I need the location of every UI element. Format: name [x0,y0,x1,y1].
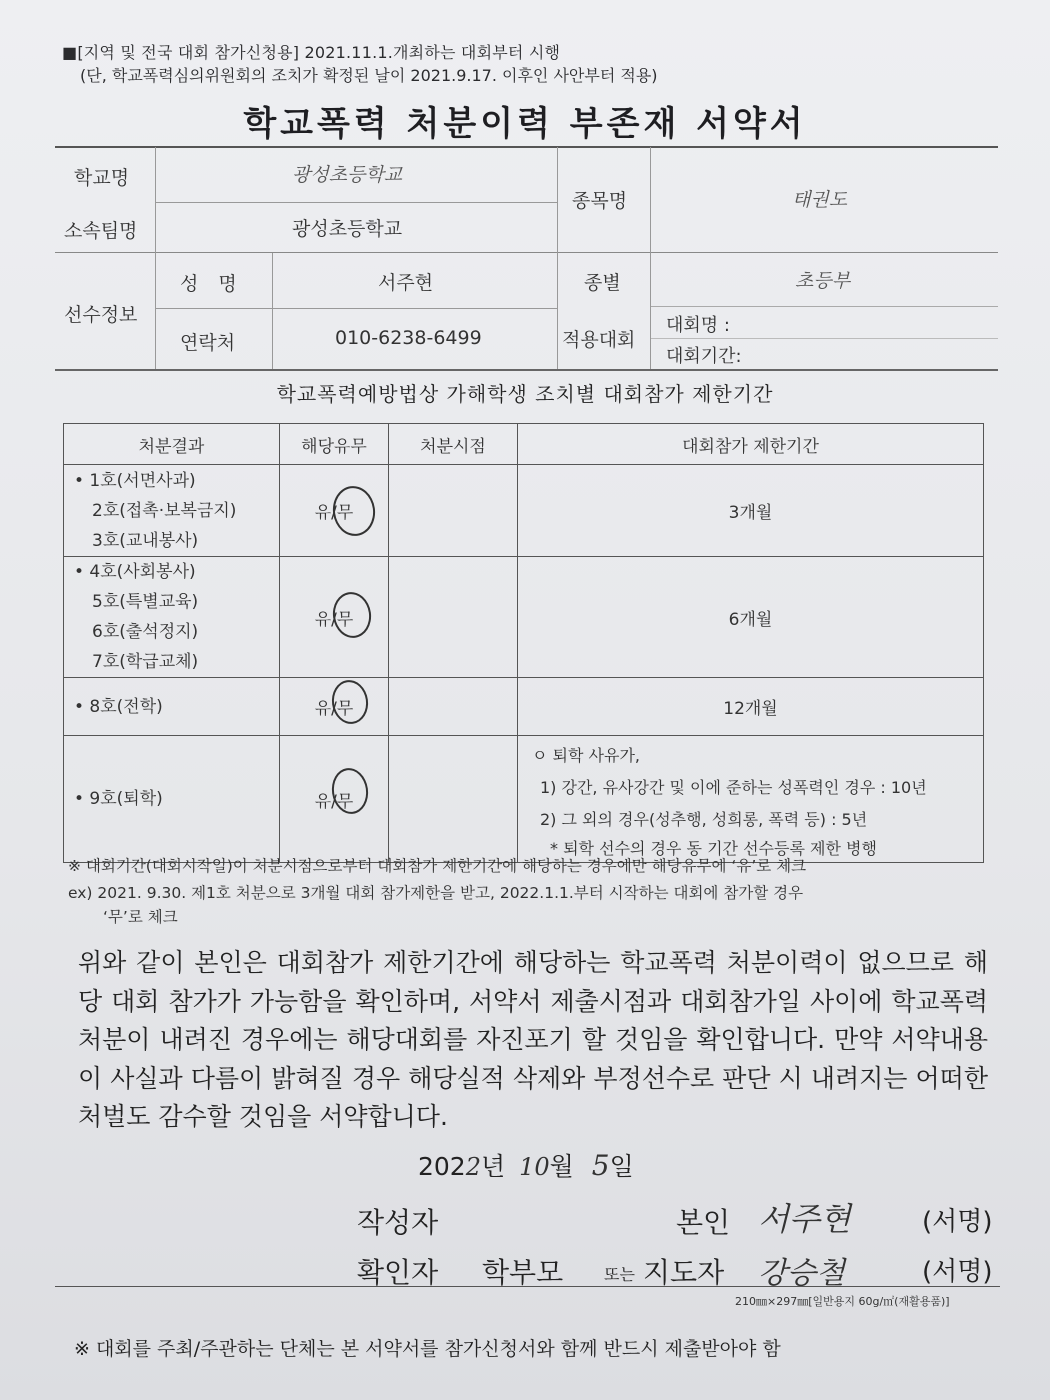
info-bottom-border [55,369,998,371]
measures-cell [64,557,280,678]
info-col-line [272,253,273,369]
name-label: 성 명 [180,273,237,295]
info-divider [650,306,998,307]
footnote-1: ※ 대회기간(대회시작일)이 처분시점으로부터 대회참가 제한기간에 해당하는 경우에만 해당유무에 ‘유’로 체크 [68,857,807,875]
info-col-line [155,147,156,369]
self-label: 본인 [676,1206,731,1239]
measure-item: 2호(접촉·보복금지) [92,500,237,521]
school-label: 학교명 [74,167,130,189]
event-value: 태권도 [792,189,848,211]
period-cell: 12개월 [518,678,984,736]
team-value: 광성초등학교 [292,218,403,240]
measure-item: 7호(학급교체) [92,652,199,672]
measure-item: • 8호(전학) [74,696,163,717]
date-year-hand: 2 [465,1153,481,1181]
applicable-cell: 유/무 [280,557,389,678]
info-divider [55,252,998,253]
category-value: 초등부 [795,270,851,292]
table-subtitle: 학교폭력예방법상 가해학생 조치별 대회참가 제한기간 [276,382,774,406]
applicable-cell: 유/무 [280,678,389,736]
measure-item: 6호(출석정지) [92,622,199,642]
measure-item: • 1호(서면사과) [74,470,196,491]
disposition-date-cell [389,557,518,678]
date-month-hand: 10 [519,1153,550,1181]
team-label: 소속팀명 [64,220,138,242]
disposition-date-cell [389,736,518,863]
self-signature: 서주현 [758,1200,851,1238]
info-col-line [557,147,558,369]
contact-value: 010-6238-6499 [335,327,482,349]
header-line-2: (단, 학교폭력심의위원회의 조치가 확정된 날이 2021.9.17. 이후인 사안부터 적용) [80,66,658,85]
period-cell [518,736,984,863]
period-line: * 퇴학 선수의 경우 동 기간 선수등록 제한 병행 [550,839,877,858]
signature-divider [55,1286,1000,1287]
pledge-text: 위와 같이 본인은 대회참가 제한기간에 해당하는 학교폭력 처분이력이 없으므로 해당 대회 참가가 가능함을 확인하며, 서약서 제출시점과 대회참가일 사이에 학교폭력 처분이 내려진 경우에는 해당대회를 자진포기 할 것임을 확인합니다. 만약 서약내용이 사실과 다름이 밝혀질 경우 해당실적 삭제와 부정선수로 판단 시 내려지는 어떠한 처벌도 감수할 것임을 서약합니다. [78,948,988,1131]
applicable-cell: 유/무 [280,465,389,557]
competition-name-label: 대회명 : [666,315,730,336]
or-label: 또는 [604,1265,635,1284]
info-top-border [55,146,998,148]
measure-item: 3호(교내봉사) [92,530,199,551]
contact-label: 연락처 [180,332,236,354]
name-value: 서주현 [378,272,434,294]
paper-spec: 210㎜×297㎜[일반용지 60g/㎡(재활용품)] [735,1295,950,1308]
footnote-3: ‘무’로 체크 [103,908,178,926]
disposition-date-cell [389,465,518,557]
disposition-date-cell [389,678,518,736]
competition-period-label: 대회기간: [666,346,742,367]
period-line: 1) 강간, 유사강간 및 이에 준하는 성폭력인 경우 : 10년 [540,778,927,797]
header-line-1: ■[지역 및 전국 대회 참가신청용] 2021.11.1.개최하는 대회부터 시행 [62,43,561,62]
bottom-note: ※ 대회를 주최/주관하는 단체는 본 서약서를 참가신청서와 함께 반드시 제출받아야 함 [74,1338,781,1360]
date-year-label: 년 [481,1152,506,1181]
period-line: ㅇ 퇴학 사유가, [532,746,640,765]
col-header: 대회참가 제한기간 [518,424,984,465]
coach-signature: 강승철 [758,1256,845,1291]
school-value: 광성초등학교 [292,164,403,186]
measures-cell [64,736,280,863]
period-line: 2) 그 외의 경우(성추행, 성희롱, 폭력 등) : 5년 [540,810,868,829]
info-divider [650,338,998,339]
info-divider [155,308,557,309]
measures-cell [64,465,280,557]
competition-label: 적용대회 [562,329,636,351]
col-header: 처분시점 [389,424,518,465]
document-title: 학교폭력 처분이력 부존재 서약서 [243,104,807,144]
period-cell: 3개월 [518,465,984,557]
table-row [64,678,984,736]
writer-label: 작성자 [357,1206,439,1239]
sign-placeholder-2: (서명) [922,1257,993,1287]
table-header-row [64,424,984,465]
table-row [64,736,984,863]
measures-cell [64,678,280,736]
date-year-prefix: 202 [418,1152,466,1181]
period-cell: 6개월 [518,557,984,678]
coach-label: 지도자 [643,1256,725,1289]
applicable-cell: 유/무 [280,736,389,863]
measure-item: 5호(특별교육) [92,592,199,612]
date-line [418,1147,634,1183]
penalty-table [63,423,984,863]
date-day-hand: 5 [591,1149,610,1182]
measure-item: • 9호(퇴학) [74,789,163,809]
info-divider [155,202,557,203]
info-col-line [650,147,651,369]
category-label: 종별 [584,272,621,294]
date-day-label: 일 [609,1152,634,1181]
date-month-label: 월 [549,1152,574,1181]
measure-item: • 4호(사회봉사) [74,562,196,582]
confirmer-label: 확인자 [357,1256,439,1289]
sign-placeholder-1: (서명) [922,1207,993,1237]
col-header: 해당유무 [280,424,389,465]
table-row [64,465,984,557]
footnote-2: ex) 2021. 9.30. 제1호 처분으로 3개월 대회 참가제한을 받고, 2022.1.1.부터 시작하는 대회에 참가할 경우 [68,884,804,902]
col-header: 처분결과 [64,424,280,465]
table-row [64,557,984,678]
event-label: 종목명 [572,190,628,212]
parent-label: 학부모 [482,1256,564,1289]
athlete-info-label: 선수정보 [64,304,138,326]
